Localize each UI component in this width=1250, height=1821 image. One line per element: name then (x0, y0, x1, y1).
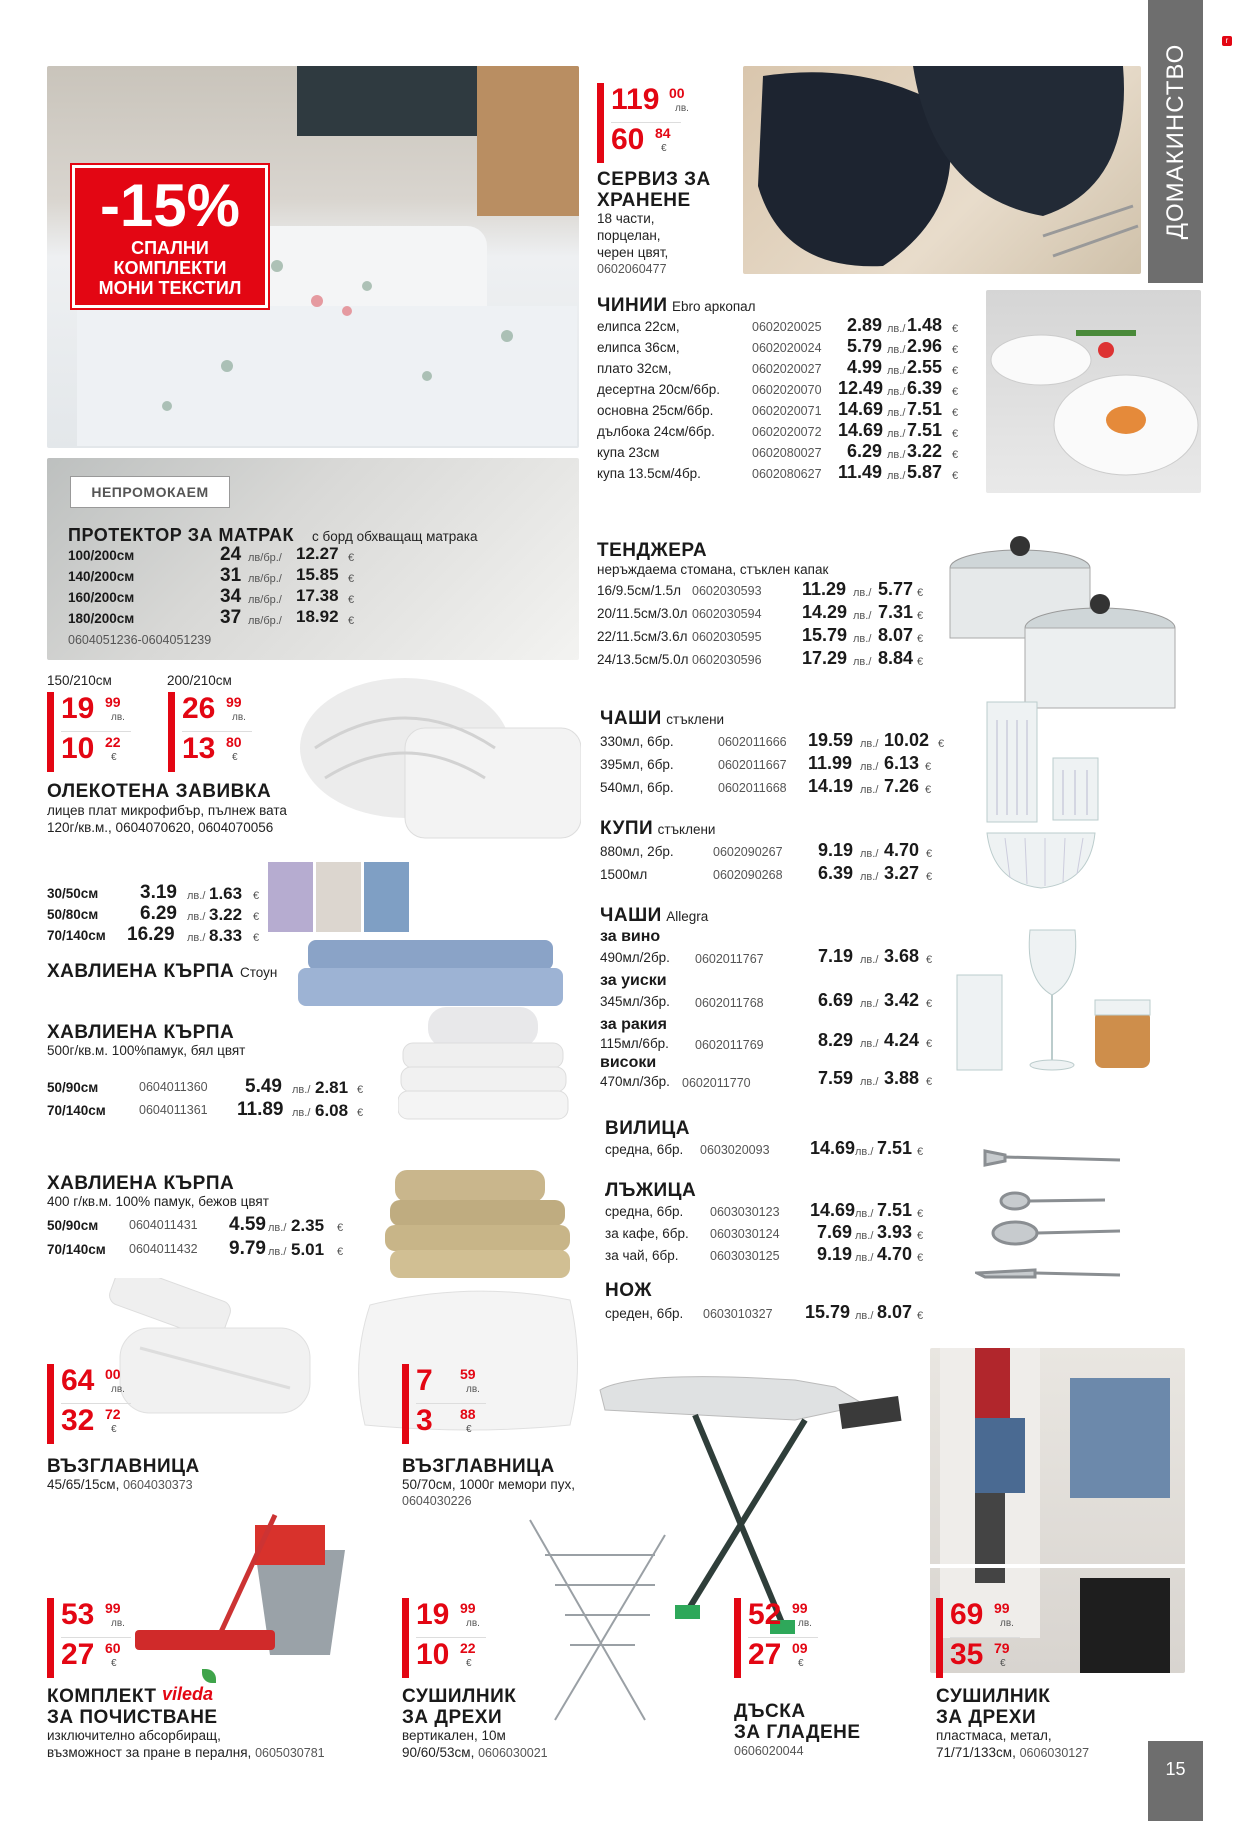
duvet-size1: 150/210см (47, 673, 112, 688)
towel-stone-price-list (47, 882, 367, 948)
dinner-set-title1: СЕРВИЗ ЗА (597, 169, 711, 190)
bowls-header: КУПИ стъклени (600, 818, 716, 839)
plates-header: ЧИНИИ Ebro аркопал (597, 295, 756, 316)
towel-white-price-list (47, 1076, 377, 1125)
price-row: 100/200см 24 лв/бр./ 12.27 € (68, 544, 355, 565)
price-row: плато 32см, 0602020027 4.99 лв./ 2.55 € (597, 357, 959, 377)
price-row: 20/11.5см/3.0л 0602030594 14.29 лв./ 7.31 € (597, 602, 924, 622)
plates-photo (986, 290, 1201, 493)
discount-line1: СПАЛНИ (131, 238, 209, 258)
duvet-size2: 200/210см (167, 673, 232, 688)
spoon-price-list (605, 1200, 935, 1269)
price-row: елипса 22см, 0602020025 2.89 лв./ 1.48 € (597, 315, 959, 335)
duvet-desc1: лицев плат микрофибър, пълнеж вата (47, 803, 287, 818)
vileda-logo: vileda (162, 1684, 214, 1704)
duvet-price-tag-2: 26 99 лв. 13 80 € (168, 692, 260, 772)
dryer1-title1: СУШИЛНИК (402, 1686, 517, 1707)
dryer2-desc1: пластмаса, метал, (936, 1728, 1052, 1743)
towel-white-photo (398, 1005, 570, 1123)
price-row: 50/80см 6.29 лв./ 3.22 € (47, 903, 260, 924)
mop-price-tag: 53 99 лв. 27 60 € (47, 1598, 139, 1678)
allegra-price-list (600, 928, 940, 1098)
spoon-title: ЛЪЖИЦА (605, 1180, 697, 1201)
allegra-group: за вино 490мл/2бр. 0602011767 7.19 лв./ 3.68 € (600, 928, 933, 966)
dryer1-title2: ЗА ДРЕХИ (402, 1707, 503, 1728)
pillow2-price-tag: 7 59 лв. 3 88 € (402, 1364, 494, 1444)
price-row: дълбока 24см/6бр. 0602020072 14.69 лв./ 7.51 € (597, 420, 959, 440)
price-row: 16/9.5см/1.5л 0602030593 11.29 лв./ 5.77 € (597, 579, 924, 599)
price-row: основна 25см/6бр. 0602020071 14.69 лв./ 7.51 € (597, 399, 959, 419)
dinner-set-desc1: 18 части, (597, 211, 655, 226)
waterproof-badge: НЕПРОМОКАЕМ (70, 476, 230, 508)
price-row: 160/200см 34 лв/бр./ 17.38 € (68, 586, 355, 607)
dinner-set-code: 0602060477 (597, 262, 667, 276)
price-row: 140/200см 31 лв/бр./ 15.85 € (68, 565, 355, 586)
dinner-set-photo (743, 66, 1141, 274)
pillow2-desc: 50/70см, 1000г мемори пух, (402, 1477, 575, 1492)
dryer2-price-tag: 69 99 лв. 35 79 € (936, 1598, 1028, 1678)
protector-title: ПРОТЕКТОР ЗА МАТРАК (68, 525, 294, 545)
page-number: 15 (1148, 1741, 1203, 1821)
towel-stone-title: ХАВЛИЕНА КЪРПА (47, 961, 235, 982)
dinner-set-desc2: порцелан, (597, 228, 661, 243)
board-title1: ДЪСКА (734, 1701, 806, 1722)
price-row: 180/200см 37 лв/бр./ 18.92 € (68, 607, 355, 628)
glasses-photo (985, 700, 1105, 825)
price-row: 70/140см 0604011361 11.89 лв./ 6.08 € (47, 1099, 364, 1120)
price-row: 30/50см 3.19 лв./ 1.63 € (47, 882, 260, 903)
mop-title1: КОМПЛЕКТ (47, 1686, 157, 1707)
price-row: купа 23см 0602080027 6.29 лв./ 3.22 € (597, 441, 959, 461)
price-row: 540мл, 6бр. 0602011668 14.19 лв./ 7.26 € (600, 776, 932, 796)
towel-beige-title: ХАВЛИЕНА КЪРПА (47, 1173, 235, 1194)
protector-subtitle: с борд обхващащ матрака (312, 529, 478, 544)
discount-line3: МОНИ ТЕКСТИЛ (98, 278, 242, 298)
price-row: 330мл, 6бр. 0602011666 19.59 лв./ 10.02 € (600, 730, 945, 750)
price-row: 70/140см 0604011432 9.79 лв./ 5.01 € (47, 1238, 344, 1259)
fork-title: ВИЛИЦА (605, 1118, 690, 1139)
knife-title: НОЖ (605, 1280, 652, 1301)
cutlery-photo (975, 1145, 1125, 1285)
price-row: средна, 6бр. 0603030123 14.69 лв./ 7.51 € (605, 1200, 924, 1220)
towel-white-desc: 500г/кв.м. 100%памук, бял цвят (47, 1043, 246, 1058)
dryer1-price-tag: 19 99 лв. 10 22 € (402, 1598, 494, 1678)
dryer2-title2: ЗА ДРЕХИ (936, 1707, 1037, 1728)
price-row: за кафе, 6бр. 0603030124 7.69 лв./ 3.93 € (605, 1222, 924, 1242)
mop-title2: ЗА ПОЧИСТВАНЕ (47, 1707, 218, 1728)
pillow1-price-tag: 64 00 лв. 32 72 € (47, 1364, 139, 1444)
dryer2-title1: СУШИЛНИК (936, 1686, 1051, 1707)
dryer1-desc2: 90/60/53см, 0606030021 (402, 1745, 548, 1760)
bowls-price-list (600, 840, 960, 889)
towel-beige-price-list (47, 1214, 377, 1265)
allegra-glasses-photo (955, 925, 1155, 1075)
price-row: 24/13.5см/5.0л 0602030596 17.29 лв./ 8.84 € (597, 648, 924, 668)
category-side-label: ДОМАКИНСТВО (1148, 0, 1203, 283)
logo-mark: r (1222, 36, 1232, 46)
discount-line2: КОМПЛЕКТИ (113, 258, 227, 278)
ironing-board-photo (595, 1365, 920, 1635)
price-row: за чай, 6бр. 0603030125 9.19 лв./ 4.70 € (605, 1244, 924, 1264)
pot-desc: неръждаема стомана, стъклен капак (597, 562, 829, 577)
mop-desc2: възможност за пране в пералня, 0605030781 (47, 1745, 325, 1760)
allegra-group: високи 470мл/3бр. 0602011770 7.59 лв./ 3.88 € (600, 1054, 933, 1090)
price-row: 50/90см 0604011360 5.49 лв./ 2.81 € (47, 1076, 364, 1097)
dinner-set-title2: ХРАНЕНЕ (597, 190, 691, 211)
allegra-group: за уиски 345мл/3бр. 0602011768 6.69 лв./ 3.42 € (600, 972, 933, 1010)
duvet-price-tag-1: 19 99 лв. 10 22 € (47, 692, 139, 772)
discount-box (72, 165, 268, 308)
knife-price-row: среден, 6бр. 0603010327 15.79 лв./ 8.07 € (605, 1302, 924, 1322)
dinner-set-price-tag: 119 00 лв. 60 84 € (597, 83, 702, 163)
duvet-desc2: 120г/кв.м., 0604070620, 0604070056 (47, 820, 274, 835)
board-price-tag: 52 99 лв. 27 09 € (734, 1598, 826, 1678)
mop-desc1: изключително абсорбиращ, (47, 1728, 221, 1743)
towel-white-title: ХАВЛИЕНА КЪРПА (47, 1022, 235, 1043)
price-row: 395мл, 6бр. 0602011667 11.99 лв./ 6.13 € (600, 753, 932, 773)
pillow1-title: ВЪЗГЛАВНИЦА (47, 1456, 200, 1477)
plates-price-list (597, 315, 967, 486)
price-row: елипса 36см, 0602020024 5.79 лв./ 2.96 € (597, 336, 959, 356)
price-row: 70/140см 16.29 лв./ 8.33 € (47, 924, 260, 945)
pot-price-list (597, 579, 947, 674)
discount-value: -15% (99, 172, 241, 239)
allegra-header: ЧАШИ Allegra (600, 905, 709, 926)
pillow1-desc: 45/65/15см, 0604030373 (47, 1477, 193, 1492)
bowls-photo (985, 828, 1097, 893)
mop-photo (135, 1495, 360, 1660)
fork-price-row: средна, 6бр. 0603020093 14.69 лв./ 7.51 € (605, 1138, 924, 1158)
pillow2-title: ВЪЗГЛАВНИЦА (402, 1456, 555, 1477)
glasses-header: ЧАШИ стъклени (600, 708, 725, 729)
price-row: 880мл, 2бр. 0602090267 9.19 лв./ 4.70 € (600, 840, 933, 860)
price-row: 50/90см 0604011431 4.59 лв./ 2.35 € (47, 1214, 344, 1235)
duvet-title: ОЛЕКОТЕНА ЗАВИВКА (47, 781, 272, 802)
towel-beige-desc: 400 г/кв.м. 100% памук, бежов цвят (47, 1194, 269, 1209)
price-row: 1500мл 0602090268 6.39 лв./ 3.27 € (600, 863, 933, 883)
vileda-leaf-icon (202, 1669, 216, 1683)
protector-price-list (68, 544, 388, 631)
dryer2-desc2: 71/71/133см, 0606030127 (936, 1745, 1090, 1760)
towel-beige-photo (385, 1165, 575, 1280)
price-row: купа 13.5см/4бр. 0602080627 11.49 лв./ 5.87 € (597, 462, 959, 482)
board-code: 0606020044 (734, 1744, 804, 1758)
dinner-set-desc3: черен цвят, (597, 245, 669, 260)
dryer1-desc1: вертикален, 10м (402, 1728, 506, 1743)
allegra-group: за ракия 115мл/6бр. 0602011769 8.29 лв./ 4.24 € (600, 1016, 933, 1052)
towel-stone-subtitle: Стоун (240, 965, 278, 980)
board-title2: ЗА ГЛАДЕНЕ (734, 1722, 861, 1743)
pot-title: ТЕНДЖЕРА (597, 540, 708, 561)
protector-codes: 0604051236-0604051239 (68, 633, 212, 647)
pillow2-code: 0604030226 (402, 1494, 472, 1508)
pot-photo (935, 528, 1187, 716)
duvet-photo (285, 668, 581, 843)
price-row: 22/11.5см/3.6л 0602030595 15.79 лв./ 8.07 € (597, 625, 924, 645)
glasses-price-list (600, 730, 960, 802)
price-row: десертна 20см/6бр. 0602020070 12.49 лв./ 6.39 € (597, 378, 959, 398)
